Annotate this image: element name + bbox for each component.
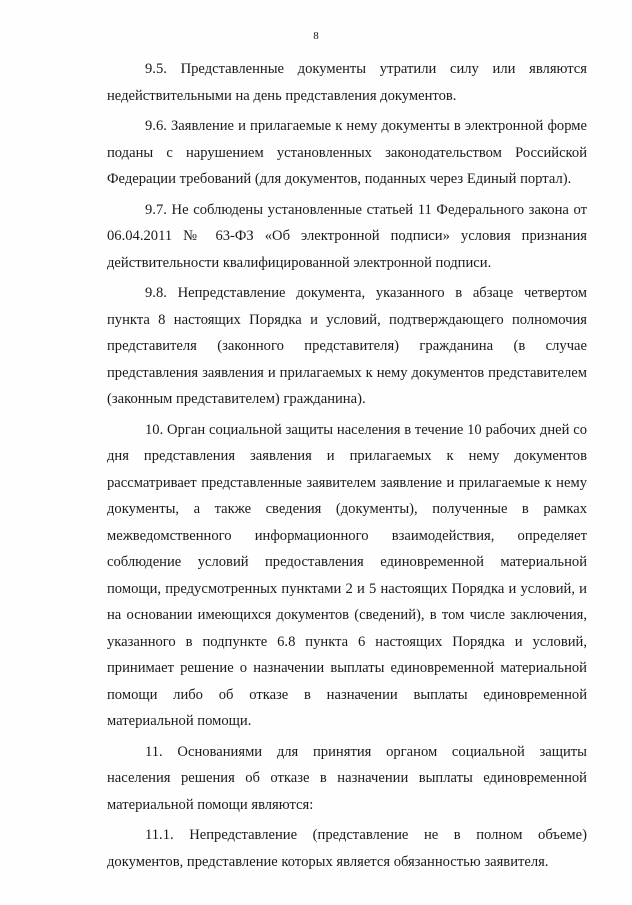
paragraph-9-5: 9.5. Представленные документы утратили силу или являются недействительными на день представления документов. [107, 61, 587, 104]
paragraph-11-1: 11.1. Непредставление (представление не в полном объеме) документов, представление которых является обязанностью заявителя. [107, 827, 587, 870]
paragraph-10: 10. Орган социальной защиты населения в течение 10 рабочих дней со дня представления заявления и прилагаемых к нему документов рассматривает представленные заявителем заявление и прилагаемые к нему документы, а также сведения (документы), полученные в рамках межведомственного информационного взаимодействия, определяет соблюдение условий предоставления единовременной материальной помощи, предусмотренных пунктами 2 и 5 настоящих Порядка и условий, и на основании имеющихся документов (сведений), в том числе заключения, указанного в подпункте 6.8 пункта 6 настоящих Порядка и условий, принимает решение о назначении выплаты единовременной материальной помощи либо об отказе в назначении выплаты единовременной материальной помощи. [107, 421, 587, 729]
paragraph-9-6: 9.6. Заявление и прилагаемые к нему документы в электронной форме поданы с нарушением установленных законодательством Российской Федерации требований (для документов, поданных через Единый портал). [107, 118, 587, 187]
page-number: 8 [313, 30, 319, 42]
paragraph-9-8: 9.8. Непредставление документа, указанного в абзаце четвертом пункта 8 настоящих Порядка и условий, подтверждающего полномочия представителя (законного представителя) гражданина (в случае представления заявления и прилагаемых к нему документов представителем (законным представителем) гражданина). [107, 285, 587, 407]
paragraph-11: 11. Основаниями для принятия органом социальной защиты населения решения об отказе в назначении выплаты единовременной материальной помощи являются: [107, 743, 587, 813]
paragraph-9-7: 9.7. Не соблюдены установленные статьей 11 Федерального закона от 06.04.2011 № 63-ФЗ «Об электронной подписи» условия признания действительности квалифицированной электронной подписи. [107, 201, 587, 271]
document-body [107, 56, 587, 879]
